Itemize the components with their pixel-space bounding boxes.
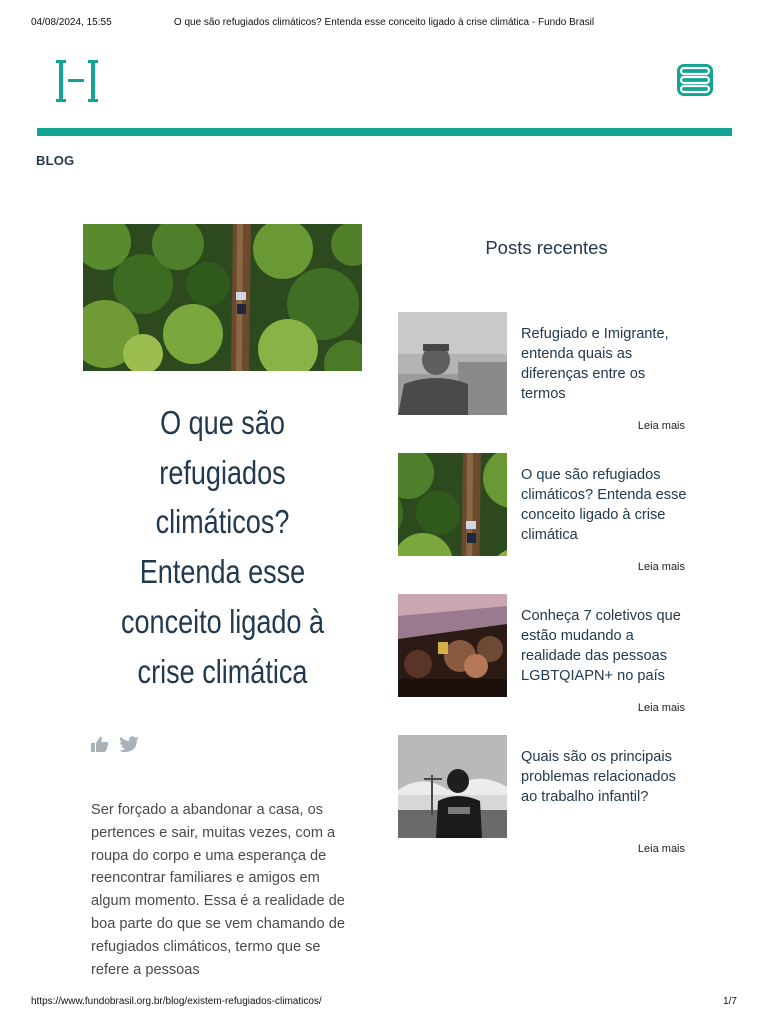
- post-thumbnail[interactable]: [398, 453, 507, 556]
- hamburger-menu-icon[interactable]: [676, 63, 714, 97]
- print-footer: [0, 994, 768, 1014]
- post-thumbnail[interactable]: [398, 312, 507, 415]
- twitter-icon[interactable]: [119, 736, 139, 757]
- post-title-link[interactable]: Refugiado e Imigrante, entenda quais as diferenças entre os termos: [521, 326, 669, 402]
- read-more-link[interactable]: Leia mais: [637, 702, 685, 714]
- share-bar: [91, 736, 139, 756]
- recent-post-item[interactable]: [398, 312, 695, 437]
- post-title-link[interactable]: Quais são os principais problemas relacionados ao trabalho infantil?: [521, 749, 676, 805]
- breadcrumb-blog[interactable]: BLOG: [36, 153, 75, 168]
- recent-posts-title: Posts recentes: [485, 237, 608, 258]
- thumbs-up-icon[interactable]: [91, 736, 109, 757]
- read-more-link[interactable]: Leia mais: [637, 420, 685, 432]
- article-hero-image: [83, 224, 362, 371]
- recent-post-item[interactable]: [398, 453, 695, 578]
- accent-divider: [37, 128, 732, 136]
- print-url: https://www.fundobrasil.org.br/blog/existem-refugiados-climaticos/: [31, 996, 322, 1007]
- post-title-link[interactable]: O que são refugiados climáticos? Entenda esse conceito ligado à crise climática: [521, 467, 687, 543]
- article-title: O que são refugiados climáticos? Entenda esse conceito ligado à crise climática: [120, 404, 325, 690]
- read-more-link[interactable]: Leia mais: [637, 843, 685, 855]
- post-thumbnail[interactable]: [398, 735, 507, 838]
- print-header: [0, 0, 768, 40]
- print-datetime: 04/08/2024, 15:55: [31, 17, 112, 28]
- recent-post-item[interactable]: [398, 735, 695, 860]
- print-page-title: O que são refugiados climáticos? Entenda esse conceito ligado à crise climática - Fundo Brasil: [173, 17, 595, 28]
- post-thumbnail[interactable]: [398, 594, 507, 697]
- fundo-brasil-logo-icon[interactable]: [54, 60, 100, 102]
- read-more-link[interactable]: Leia mais: [637, 561, 685, 573]
- print-page-number: 1/7: [723, 996, 737, 1007]
- article-body: Ser forçado a abandonar a casa, os pertences e sair, muitas vezes, com a roupa do corpo e uma esperança de reencontrar familiares e amigos em algum momento. Essa é a realidade de boa parte do que se vem chamando de refugiados climáticos, termo que se refere a pessoas: [91, 802, 345, 978]
- post-title-link[interactable]: Conheça 7 coletivos que estão mudando a realidade das pessoas LGBTQIAPN+ no país: [521, 608, 681, 684]
- recent-post-item[interactable]: [398, 594, 695, 719]
